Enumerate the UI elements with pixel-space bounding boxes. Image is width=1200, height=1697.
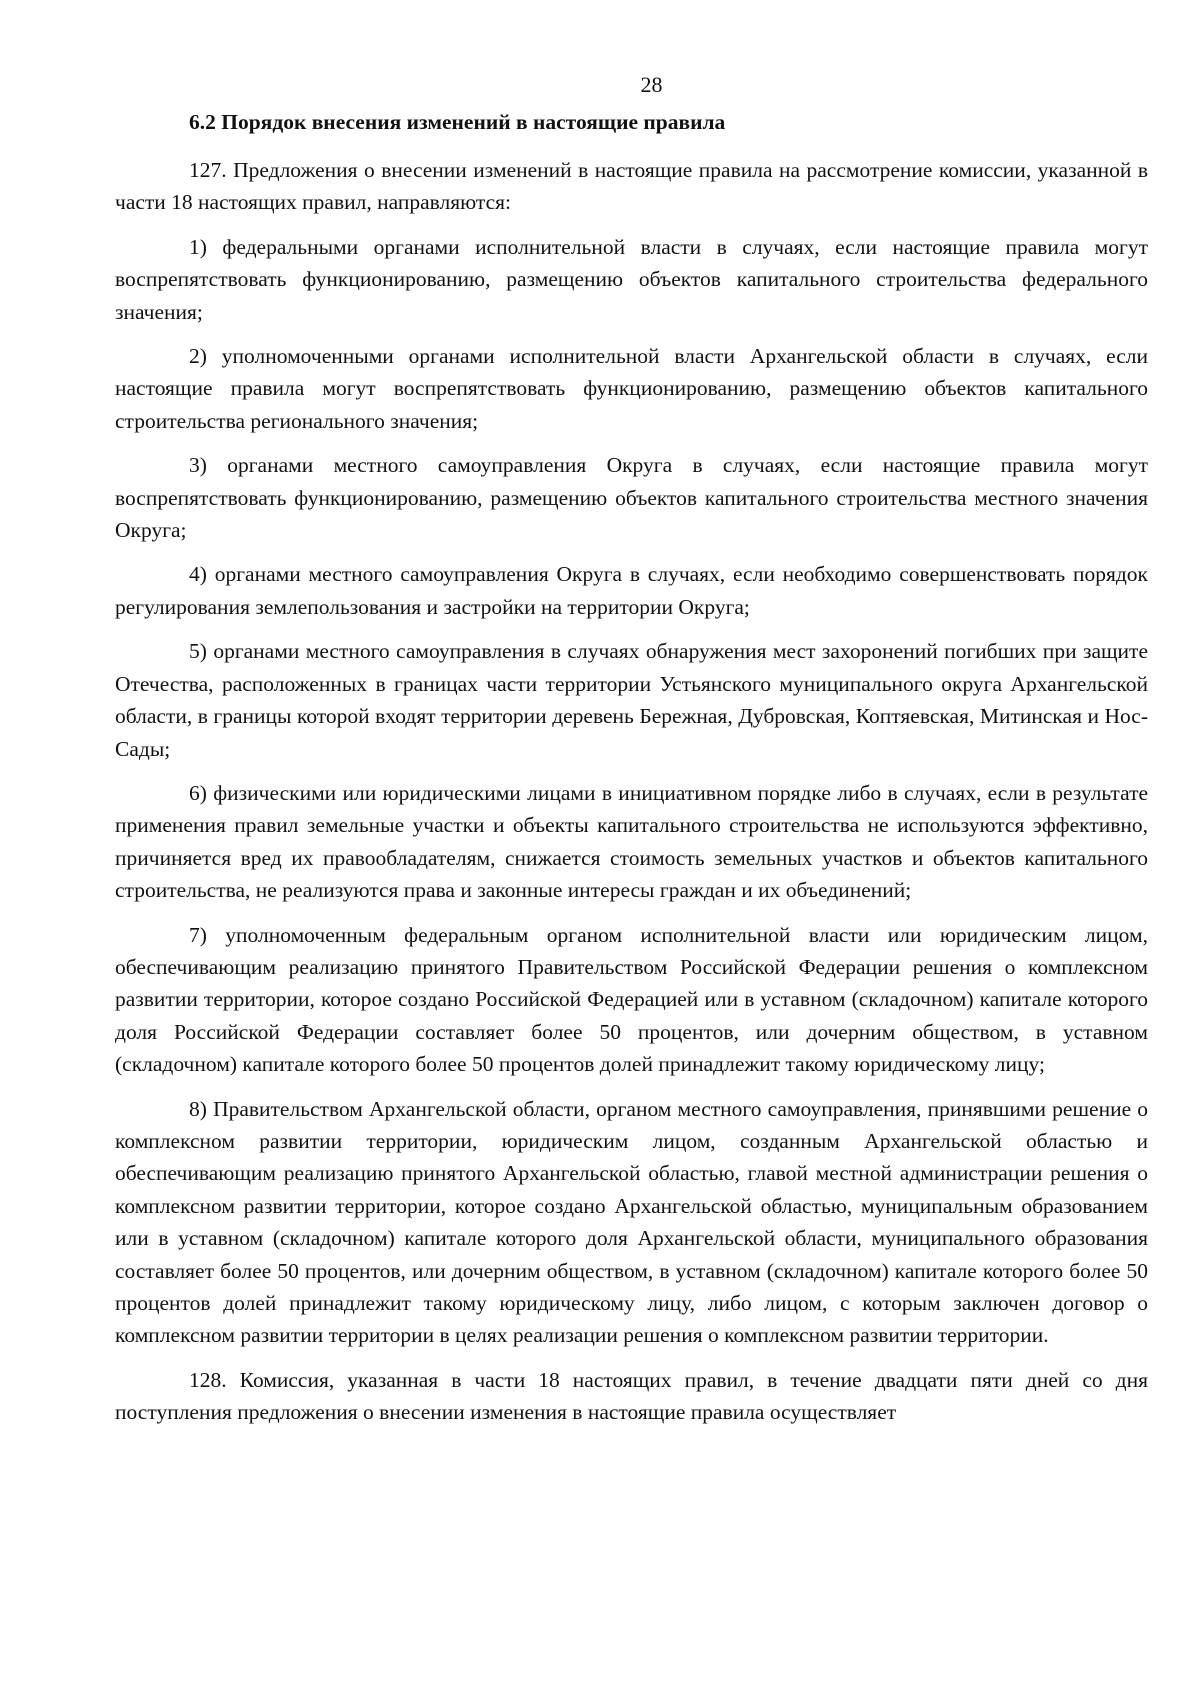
list-item-3 xyxy=(115,449,1148,546)
paragraph-number: 127. xyxy=(189,158,227,182)
list-item-text: уполномоченным федеральным органом исполнительной власти или юридическим лицом, обеспечивающим реализацию принятого Правительством Российской Федерации решения о комплексном развитии территории, которое создано Российской Федерацией или в уставном (складочном) капитале которого доля Российской Федерации составляет более 50 процентов, или дочерним обществом, в уставном (складочном) капитале которого более 50 процентов долей принадлежит такому юридическому лицу; xyxy=(115,922,1148,1077)
list-item-text: уполномоченными органами исполнительной власти Архангельской области в случаях, если настоящие правила могут воспрепятствовать функционированию, размещению объектов капитального строительства регионального значения; xyxy=(115,344,1149,433)
list-item-text: Правительством Архангельской области, органом местного самоуправления, принявшими решение о комплексном развитии территории, юридическим лицом, созданным Архангельской областью и обеспечивающим реализацию принятого Архангельской областью, главой местной администрации решения о комплексном развитии территории, которое создано Архангельской областью, муниципальным образованием или в уставном (складочном) капитале которого доля Архангельской области, муниципального образования составляет более 50 процентов, или дочерним обществом, в уставном (складочном) капитале которого более 50 процентов долей принадлежит такому юридическому лицу, либо лицом, с которым заключен договор о комплексном развитии территории в целях реализации решения о комплексном развитии территории. xyxy=(115,1096,1149,1348)
paragraph-text: Предложения о внесении изменений в настоящие правила на рассмотрение комиссии, указанной в части 18 настоящих правил, направляются: xyxy=(115,158,1148,215)
list-item-number: 6) xyxy=(189,780,207,805)
list-item-2 xyxy=(115,340,1148,437)
list-item-number: 4) xyxy=(189,562,207,587)
paragraph-number: 128. xyxy=(189,1367,227,1392)
list-item-4 xyxy=(115,558,1148,623)
list-item-text: органами местного самоуправления в случаях обнаружения мест захоронений погибших при защите Отечества, расположенных в границах части территории Устьянского муниципального округа Архангельской области, в границы которой входят территории деревень Бережная, Дубровская, Коптяевская, Митинская и Нос-Сады; xyxy=(115,639,1148,761)
list-item-6 xyxy=(115,777,1148,907)
list-item-number: 1) xyxy=(189,234,207,259)
list-item-8 xyxy=(115,1093,1148,1352)
paragraph-127 xyxy=(115,154,1148,219)
list-item-text: федеральными органами исполнительной власти в случаях, если настоящие правила могут воспрепятствовать функционированию, размещению объектов капитального строительства федерального значения; xyxy=(115,234,1149,324)
paragraph-128 xyxy=(115,1364,1148,1429)
page-number: 28 xyxy=(640,72,663,97)
list-item-5 xyxy=(115,635,1148,765)
list-item-number: 3) xyxy=(189,453,207,478)
list-item-text: органами местного самоуправления Округа в случаях, если настоящие правила могут воспрепятствовать функционированию, размещению объектов капитального строительства местного значения Округа; xyxy=(115,453,1148,543)
list-item-7 xyxy=(115,919,1148,1081)
list-item-text: органами местного самоуправления Округа в случаях, если необходимо совершенствовать порядок регулирования землепользования и застройки на территории Округа; xyxy=(115,562,1148,619)
list-item-number: 7) xyxy=(189,922,207,947)
paragraph-text: Комиссия, указанная в части 18 настоящих правил, в течение двадцати пяти дней со дня поступления предложения о внесении изменения в настоящие правила осуществляет xyxy=(115,1367,1148,1425)
section-heading: 6.2 Порядок внесения изменений в настоящие правила xyxy=(189,110,726,134)
list-item-number: 2) xyxy=(189,344,207,369)
list-item-1 xyxy=(115,231,1148,328)
list-item-number: 8) xyxy=(189,1096,207,1121)
list-item-text: физическими или юридическими лицами в инициативном порядке либо в случаях, если в результате применения правил земельные участки и объекты капитального строительства не используются эффективно, причиняется вред их правообладателям, снижается стоимость земельных участков и объектов капитального строительства, не реализуются права и законные интересы граждан и их объединений; xyxy=(115,780,1149,903)
list-item-number: 5) xyxy=(189,639,207,664)
